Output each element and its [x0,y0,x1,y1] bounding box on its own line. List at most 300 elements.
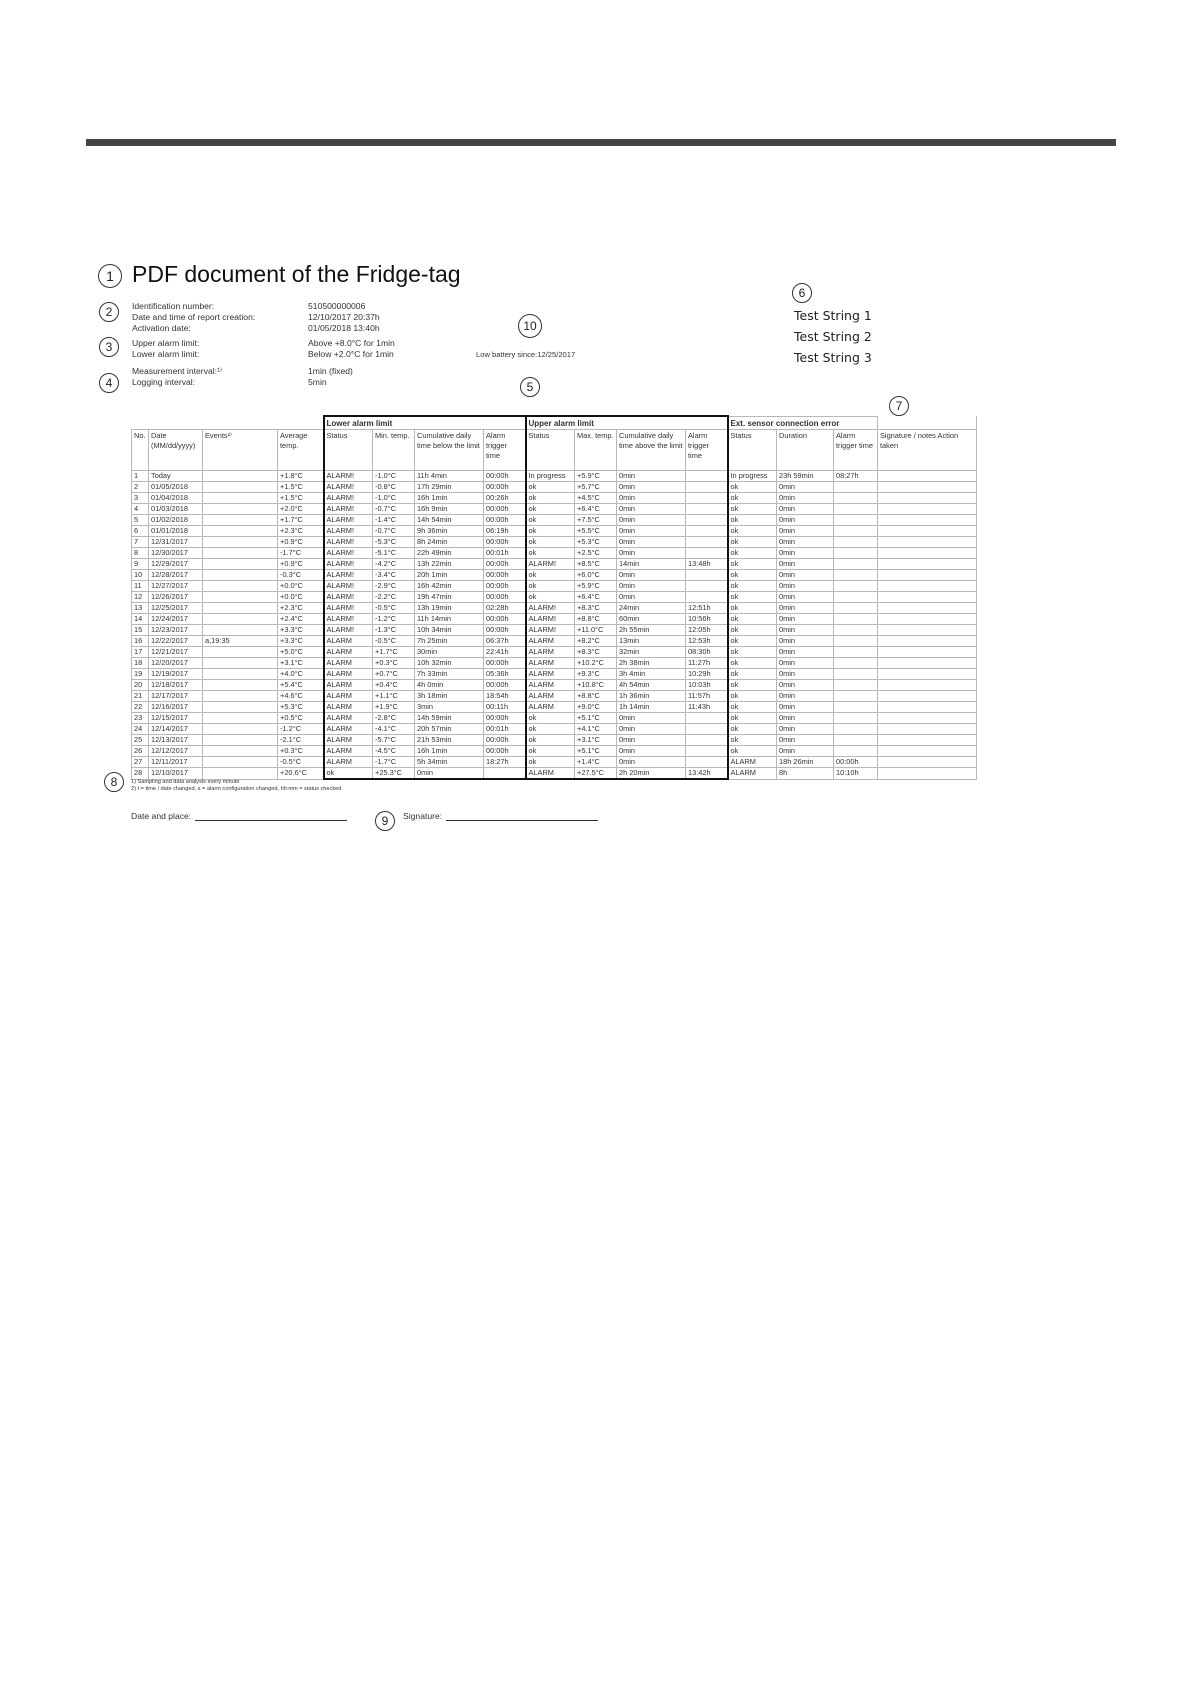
cell-ext-alarm-time [834,713,878,724]
cell-average-temp: +2.0°C [278,504,324,515]
upper-limit-value: Above +8.0°C for 1min [308,338,395,348]
cell-ext-duration: 0min [777,636,834,647]
temperature-log-table [131,415,977,780]
cell-upper-cumulative: 0min [617,757,686,768]
cell-lower-cumulative: 17h 29min [415,482,484,493]
cell-average-temp: -1.2°C [278,724,324,735]
measurement-interval-label: Measurement interval:¹⁾ [132,366,222,376]
group-blank-right [878,416,977,430]
cell-upper-cumulative: 0min [617,735,686,746]
table-row [132,581,977,592]
cell-lower-alarm-time: 00:00h [484,504,526,515]
cell-ext-status: ok [728,735,777,746]
cell-upper-status: ok [526,713,575,724]
cell-ext-duration: 0min [777,680,834,691]
cell-no: 1 [132,471,149,482]
cell-ext-duration: 18h 26min [777,757,834,768]
cell-signature-notes [878,669,977,680]
callout-3: 3 [99,337,119,357]
cell-min-temp: +1.9°C [373,702,415,713]
cell-signature-notes [878,702,977,713]
cell-ext-duration: 0min [777,581,834,592]
cell-no: 5 [132,515,149,526]
cell-average-temp: +4.0°C [278,669,324,680]
test-string-1: Test String 1 [794,308,872,323]
cell-ext-status: ok [728,559,777,570]
cell-no: 22 [132,702,149,713]
cell-min-temp: -0.8°C [373,482,415,493]
cell-ext-duration: 0min [777,658,834,669]
cell-max-temp: +11.0°C [575,625,617,636]
table-row [132,482,977,493]
cell-upper-status: ok [526,735,575,746]
cell-lower-status: ALARM [324,647,373,658]
col-no: No. [132,430,149,471]
cell-lower-status: ALARM! [324,526,373,537]
cell-signature-notes [878,614,977,625]
cell-max-temp: +5.5°C [575,526,617,537]
cell-min-temp: -0.5°C [373,636,415,647]
cell-upper-status: In progress [526,471,575,482]
cell-no: 4 [132,504,149,515]
cell-ext-duration: 0min [777,713,834,724]
table-row [132,647,977,658]
cell-ext-status: ok [728,614,777,625]
cell-lower-cumulative: 4h 0min [415,680,484,691]
cell-signature-notes [878,603,977,614]
cell-ext-alarm-time [834,603,878,614]
cell-lower-alarm-time: 05:36h [484,669,526,680]
signature-line [446,820,598,821]
cell-average-temp: +20.6°C [278,768,324,780]
cell-signature-notes [878,526,977,537]
cell-upper-status: ALARM! [526,559,575,570]
cell-events [203,625,278,636]
cell-lower-alarm-time: 00:00h [484,581,526,592]
document-title: PDF document of the Fridge-tag [132,261,461,287]
cell-ext-duration: 0min [777,559,834,570]
cell-events [203,526,278,537]
cell-lower-alarm-time: 00:00h [484,592,526,603]
cell-lower-cumulative: 16h 1min [415,746,484,757]
cell-max-temp: +6.4°C [575,592,617,603]
cell-max-temp: +8.8°C [575,614,617,625]
cell-average-temp: +0.3°C [278,746,324,757]
cell-lower-status: ALARM [324,746,373,757]
cell-lower-cumulative: 3min [415,702,484,713]
cell-average-temp: +3.3°C [278,636,324,647]
cell-signature-notes [878,493,977,504]
table-row [132,735,977,746]
cell-ext-alarm-time [834,537,878,548]
cell-ext-status: ok [728,581,777,592]
cell-signature-notes [878,592,977,603]
cell-ext-alarm-time [834,636,878,647]
cell-upper-status: ok [526,504,575,515]
cell-signature-notes [878,625,977,636]
cell-no: 17 [132,647,149,658]
cell-date: 12/29/2017 [149,559,203,570]
cell-signature-notes [878,735,977,746]
cell-max-temp: +2.5°C [575,548,617,559]
col-signature-notes: Signature / notes Action taken [878,430,977,471]
cell-no: 24 [132,724,149,735]
cell-max-temp: +8.3°C [575,647,617,658]
cell-upper-cumulative: 0min [617,504,686,515]
cell-date: 12/13/2017 [149,735,203,746]
table-row [132,603,977,614]
callout-4: 4 [99,373,119,393]
footnotes [131,779,341,793]
cell-max-temp: +6.0°C [575,570,617,581]
cell-signature-notes [878,724,977,735]
logging-interval-label: Logging interval: [132,377,196,387]
cell-ext-status: ALARM [728,768,777,780]
cell-min-temp: -5.7°C [373,735,415,746]
cell-upper-alarm-time [686,592,728,603]
cell-average-temp: +0.9°C [278,559,324,570]
cell-ext-status: ok [728,691,777,702]
cell-ext-duration: 0min [777,537,834,548]
cell-ext-alarm-time [834,680,878,691]
cell-ext-duration: 0min [777,625,834,636]
col-ext-duration: Duration [777,430,834,471]
cell-lower-alarm-time: 00:00h [484,570,526,581]
cell-max-temp: +9.3°C [575,669,617,680]
cell-min-temp: -1.4°C [373,515,415,526]
cell-lower-alarm-time: 00:00h [484,471,526,482]
cell-lower-status: ALARM! [324,570,373,581]
low-battery-note: Low battery since:12/25/2017 [476,350,576,359]
cell-average-temp: +1.8°C [278,471,324,482]
cell-events [203,713,278,724]
cell-max-temp: +5.9°C [575,581,617,592]
cell-lower-cumulative: 14h 59min [415,713,484,724]
cell-signature-notes [878,548,977,559]
table-row [132,592,977,603]
date-place-line [195,820,347,821]
cell-ext-alarm-time [834,658,878,669]
cell-signature-notes [878,680,977,691]
cell-ext-status: ok [728,537,777,548]
cell-date: 12/12/2017 [149,746,203,757]
cell-lower-alarm-time: 00:00h [484,537,526,548]
table-row [132,504,977,515]
cell-max-temp: +27.5°C [575,768,617,780]
cell-upper-status: ok [526,493,575,504]
cell-date: 12/25/2017 [149,603,203,614]
cell-upper-status: ALARM [526,669,575,680]
report-value: 12/10/2017 20:37h [308,312,380,322]
cell-ext-status: ok [728,625,777,636]
table-row [132,614,977,625]
cell-ext-alarm-time [834,735,878,746]
cell-upper-alarm-time [686,504,728,515]
cell-events: a,19:35 [203,636,278,647]
cell-upper-cumulative: 14min [617,559,686,570]
cell-upper-alarm-time: 10:29h [686,669,728,680]
cell-average-temp: +0.0°C [278,581,324,592]
cell-ext-alarm-time [834,669,878,680]
cell-ext-status: ok [728,592,777,603]
cell-lower-status: ALARM [324,713,373,724]
cell-ext-status: ok [728,669,777,680]
cell-upper-alarm-time: 10:56h [686,614,728,625]
cell-signature-notes [878,559,977,570]
cell-ext-alarm-time [834,746,878,757]
cell-events [203,702,278,713]
cell-lower-cumulative: 20h 57min [415,724,484,735]
cell-upper-status: ALARM [526,691,575,702]
cell-ext-status: ok [728,493,777,504]
cell-upper-cumulative: 2h 38min [617,658,686,669]
cell-no: 9 [132,559,149,570]
cell-date: 12/24/2017 [149,614,203,625]
group-upper-limit: Upper alarm limit [526,416,728,430]
cell-events [203,735,278,746]
cell-no: 15 [132,625,149,636]
cell-min-temp: -1.0°C [373,493,415,504]
cell-max-temp: +4.5°C [575,493,617,504]
cell-upper-alarm-time: 10:03h [686,680,728,691]
cell-upper-alarm-time: 11:27h [686,658,728,669]
cell-max-temp: +10.2°C [575,658,617,669]
table-row [132,570,977,581]
logging-interval-value: 5min [308,377,327,387]
cell-upper-alarm-time [686,724,728,735]
cell-upper-cumulative: 0min [617,746,686,757]
cell-lower-cumulative: 16h 1min [415,493,484,504]
cell-upper-alarm-time [686,757,728,768]
cell-lower-cumulative: 8h 24min [415,537,484,548]
cell-ext-status: ok [728,713,777,724]
cell-upper-alarm-time: 08:30h [686,647,728,658]
upper-limit-label: Upper alarm limit: [132,338,200,348]
cell-lower-status: ALARM [324,691,373,702]
cell-lower-cumulative: 20h 1min [415,570,484,581]
cell-date: 12/15/2017 [149,713,203,724]
cell-events [203,581,278,592]
cell-ext-alarm-time [834,504,878,515]
cell-signature-notes [878,713,977,724]
callout-1: 1 [98,264,122,288]
cell-lower-status: ALARM! [324,537,373,548]
cell-date: 12/30/2017 [149,548,203,559]
cell-events [203,680,278,691]
cell-lower-alarm-time: 18:27h [484,757,526,768]
cell-ext-duration: 0min [777,647,834,658]
cell-upper-cumulative: 2h 20min [617,768,686,780]
cell-date: 12/22/2017 [149,636,203,647]
cell-average-temp: -0.3°C [278,570,324,581]
col-max-temp: Max. temp. [575,430,617,471]
cell-lower-cumulative: 19h 47min [415,592,484,603]
cell-upper-alarm-time [686,548,728,559]
cell-ext-alarm-time [834,691,878,702]
cell-events [203,757,278,768]
cell-upper-alarm-time: 11:43h [686,702,728,713]
cell-min-temp: -1.0°C [373,471,415,482]
cell-min-temp: +1.1°C [373,691,415,702]
callout-9: 9 [375,811,395,831]
signature-label: Signature: [403,811,443,821]
cell-max-temp: +5.3°C [575,537,617,548]
cell-ext-alarm-time [834,515,878,526]
cell-ext-status: ok [728,724,777,735]
cell-lower-alarm-time: 00:00h [484,713,526,724]
cell-lower-alarm-time: 00:00h [484,482,526,493]
cell-ext-alarm-time: 10:10h [834,768,878,780]
cell-max-temp: +1.4°C [575,757,617,768]
cell-lower-status: ALARM! [324,614,373,625]
table-row [132,713,977,724]
cell-lower-cumulative: 16h 9min [415,504,484,515]
cell-lower-status: ALARM! [324,548,373,559]
cell-lower-alarm-time: 00:00h [484,625,526,636]
cell-upper-alarm-time: 13:42h [686,768,728,780]
cell-date: Today [149,471,203,482]
cell-average-temp: +1.7°C [278,515,324,526]
cell-lower-status: ALARM! [324,482,373,493]
cell-lower-alarm-time: 00:00h [484,680,526,691]
cell-max-temp: +10.8°C [575,680,617,691]
cell-upper-status: ok [526,757,575,768]
cell-ext-alarm-time [834,581,878,592]
cell-no: 2 [132,482,149,493]
callout-10: 10 [518,314,542,338]
cell-average-temp: +0.0°C [278,592,324,603]
cell-average-temp: +0.9°C [278,537,324,548]
col-upper-alarm-time: Alarm trigger time [686,430,728,471]
cell-max-temp: +5.1°C [575,746,617,757]
cell-lower-alarm-time: 00:00h [484,658,526,669]
col-date: Date (MM/dd/yyyy) [149,430,203,471]
cell-lower-status: ALARM [324,680,373,691]
cell-ext-duration: 0min [777,592,834,603]
table-row [132,537,977,548]
cell-events [203,647,278,658]
cell-average-temp: +2.3°C [278,526,324,537]
cell-min-temp: -0.7°C [373,504,415,515]
cell-no: 16 [132,636,149,647]
cell-signature-notes [878,581,977,592]
cell-upper-cumulative: 3h 4min [617,669,686,680]
cell-lower-cumulative: 21h 53min [415,735,484,746]
cell-ext-status: ALARM [728,757,777,768]
cell-upper-cumulative: 0min [617,713,686,724]
cell-events [203,515,278,526]
cell-events [203,603,278,614]
cell-ext-status: ok [728,548,777,559]
cell-lower-alarm-time: 00:00h [484,746,526,757]
cell-lower-cumulative: 22h 49min [415,548,484,559]
cell-lower-cumulative: 14h 54min [415,515,484,526]
cell-upper-status: ALARM! [526,625,575,636]
cell-ext-alarm-time [834,482,878,493]
cell-date: 12/14/2017 [149,724,203,735]
cell-max-temp: +5.9°C [575,471,617,482]
cell-ext-duration: 0min [777,746,834,757]
cell-ext-status: ok [728,647,777,658]
cell-upper-cumulative: 0min [617,471,686,482]
test-string-3: Test String 3 [794,350,872,365]
cell-upper-status: ok [526,570,575,581]
table-row [132,658,977,669]
cell-upper-cumulative: 60min [617,614,686,625]
cell-ext-status: ok [728,636,777,647]
cell-upper-alarm-time: 13:48h [686,559,728,570]
cell-upper-status: ok [526,724,575,735]
table-row [132,515,977,526]
cell-lower-status: ALARM [324,735,373,746]
cell-average-temp: +0.5°C [278,713,324,724]
cell-no: 28 [132,768,149,780]
table-row [132,757,977,768]
cell-upper-alarm-time [686,537,728,548]
cell-upper-cumulative: 0min [617,493,686,504]
cell-ext-status: ok [728,482,777,493]
cell-lower-cumulative: 3h 18min [415,691,484,702]
cell-upper-status: ALARM! [526,614,575,625]
cell-lower-alarm-time: 22:41h [484,647,526,658]
cell-upper-cumulative: 0min [617,592,686,603]
test-string-2: Test String 2 [794,329,872,344]
cell-signature-notes [878,746,977,757]
cell-lower-status: ok [324,768,373,780]
cell-lower-status: ALARM! [324,515,373,526]
cell-signature-notes [878,570,977,581]
cell-upper-status: ok [526,482,575,493]
cell-min-temp: -0.5°C [373,603,415,614]
cell-date: 01/01/2018 [149,526,203,537]
cell-lower-cumulative: 13h 22min [415,559,484,570]
cell-events [203,768,278,780]
cell-max-temp: +9.0°C [575,702,617,713]
cell-average-temp: +3.1°C [278,658,324,669]
cell-ext-duration: 8h [777,768,834,780]
cell-lower-alarm-time: 00:00h [484,735,526,746]
cell-ext-status: ok [728,504,777,515]
col-min-temp: Min. temp. [373,430,415,471]
table-row [132,691,977,702]
cell-lower-alarm-time: 00:26h [484,493,526,504]
cell-ext-duration: 0min [777,526,834,537]
table-row [132,625,977,636]
cell-lower-cumulative: 9h 36min [415,526,484,537]
cell-ext-duration: 0min [777,691,834,702]
cell-average-temp: -2.1°C [278,735,324,746]
cell-upper-status: ALARM [526,636,575,647]
lower-limit-label: Lower alarm limit: [132,349,200,359]
table-row [132,768,977,780]
id-value: 510500000006 [308,301,366,311]
cell-average-temp: +4.6°C [278,691,324,702]
cell-no: 11 [132,581,149,592]
cell-lower-cumulative: 10h 34min [415,625,484,636]
activation-label: Activation date: [132,323,191,333]
cell-max-temp: +3.1°C [575,735,617,746]
cell-lower-status: ALARM! [324,603,373,614]
cell-min-temp: -4.1°C [373,724,415,735]
cell-min-temp: -2.9°C [373,581,415,592]
cell-ext-duration: 0min [777,570,834,581]
cell-ext-duration: 0min [777,603,834,614]
cell-ext-alarm-time [834,493,878,504]
cell-ext-duration: 0min [777,515,834,526]
cell-no: 12 [132,592,149,603]
cell-date: 12/21/2017 [149,647,203,658]
cell-upper-status: ALARM! [526,603,575,614]
